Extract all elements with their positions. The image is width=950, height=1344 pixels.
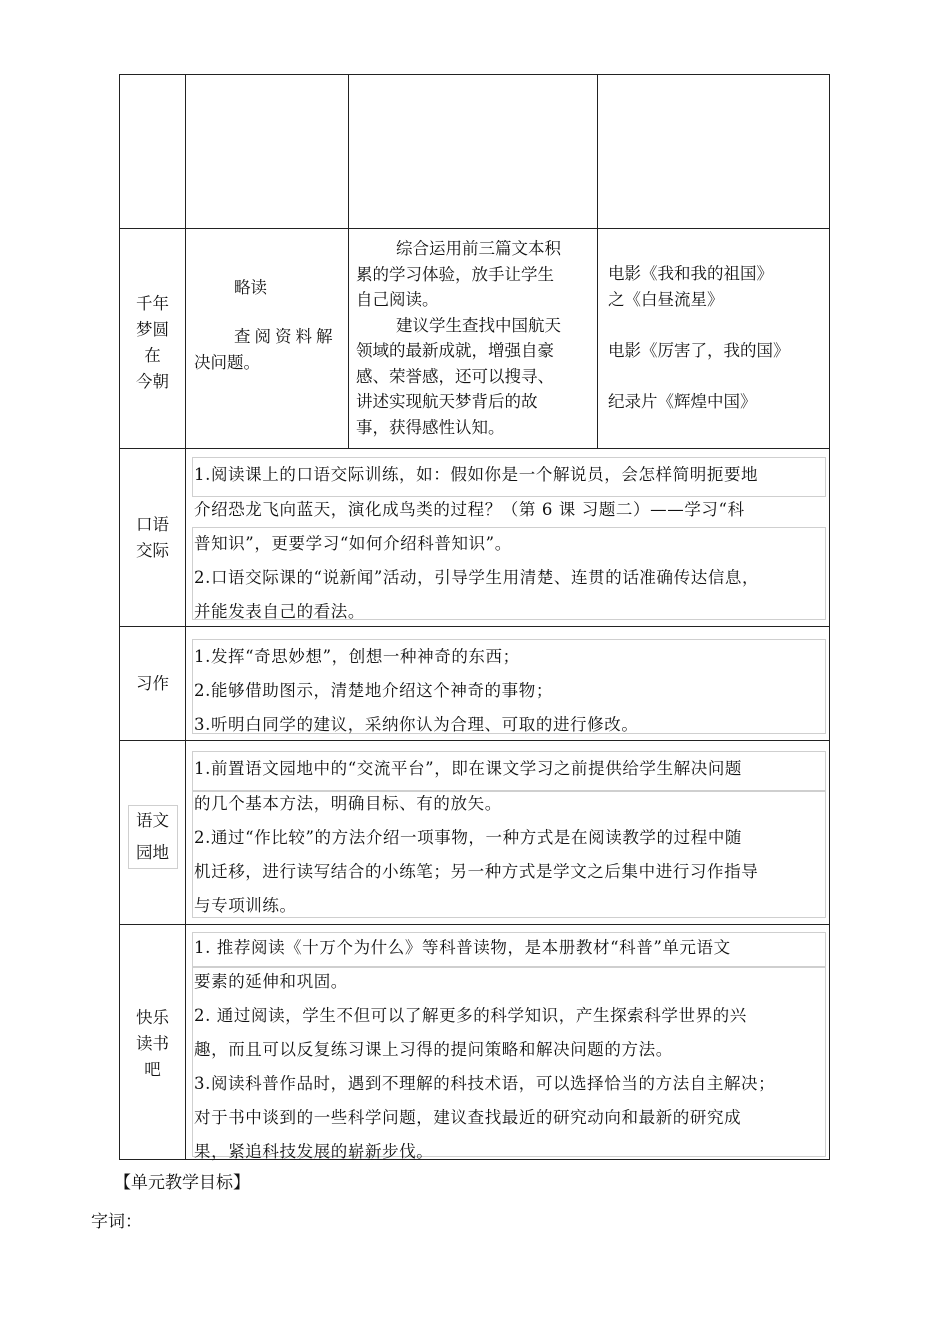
row-divider [120,448,829,449]
method-line: 查阅资料解 [234,327,337,346]
resource-line: 电影《厉害了，我的国》 [608,341,790,360]
guide-line: 领域的最新成就，增强自豪 [356,341,554,360]
dushu-line: 趣，而且可以反复练习课上习得的提问策略和解决问题的方法。 [194,1040,673,1059]
row-divider [120,740,829,741]
guide-line: 事，获得感性认知。 [356,417,505,437]
guide-line: 讲述实现航天梦背后的故 [356,392,538,411]
dushu-line: 3.阅读科普作品时，遇到不理解的科技术语，可以选择恰当的方法自主解决； [194,1074,776,1093]
yuandi-line: 机迁移，进行读写结合的小练笔；另一种方式是学文之后集中进行习作指导 [194,862,759,881]
row-label-yuandi [120,808,185,866]
yuandi-line: 与专项训练。 [194,896,297,915]
dushu-line: 要素的延伸和巩固。 [194,972,348,991]
label-line: 梦圆 [136,320,169,339]
row-divider [120,924,829,925]
label-line: 千年 [136,294,169,313]
column-divider [185,75,186,1159]
yuandi-line: 的几个基本方法，明确目标、有的放矢。 [194,794,502,813]
method-line: 决问题。 [194,353,260,372]
label-line: 语文 [136,811,169,830]
label-line: 吧 [144,1060,161,1079]
kouyu-line: 1.阅读课上的口语交际训练，如：假如你是一个解说员，会怎样简明扼要地 [194,465,759,484]
label-line: 园地 [136,843,169,862]
resource-line: 纪录片《辉煌中国》 [608,392,757,411]
subheading: 字词： [91,1212,142,1232]
dushu-line: 对于书中谈到的一些科学问题，建议查找最近的研究动向和最新的研究成 [194,1108,742,1127]
resource-line: 电影《我和我的祖国》 [608,264,773,283]
row-label-qiannian [120,291,185,395]
resources-cell [608,261,828,415]
xizuo-line: 3.听明白同学的建议，采纳你认为合理、可取的进行修改。 [194,715,639,734]
row-divider [120,626,829,627]
kouyu-line: 2.口语交际课的“说新闻”活动，引导学生用清楚、连贯的话准确传达信息， [194,568,760,587]
kouyu-line: 介绍恐龙飞向蓝天，演化成鸟类的过程？（第 6 课 习题二）——学习“科 [194,500,745,519]
section-heading: 【单元教学目标】 [114,1173,250,1193]
kouyu-line: 普知识”，更要学习“如何介绍科普知识”。 [194,534,512,553]
row-label-dushu [120,1005,185,1083]
guide-line: 综合运用前三篇文本积 [396,239,561,258]
label-line: 在 [144,346,161,365]
resource-line: 之《白昼流星》 [608,290,724,309]
dushu-line: 1. 推荐阅读《十万个为什么》等科普读物，是本册教材“科普”单元语文 [194,938,731,957]
reading-method-cell [194,275,344,376]
xizuo-line: 2.能够借助图示，清楚地介绍这个神奇的事物； [194,681,553,700]
row-divider [120,228,829,229]
dushu-line: 2. 通过阅读，学生不但可以了解更多的科学知识，产生探索科学世界的兴 [194,1006,747,1025]
label-line: 今朝 [136,372,169,391]
kouyu-line: 并能发表自己的看法。 [194,602,365,621]
guide-line: 自己阅读。 [356,290,439,309]
row-label-kouyu [120,512,185,564]
xizuo-line: 1.发挥“奇思妙想”，创想一种神奇的东西； [194,647,520,666]
method-line: 略读 [234,278,267,297]
label-line: 读书 [136,1034,169,1053]
text-frame [192,967,826,1157]
label-line: 快乐 [136,1008,169,1027]
yuandi-line: 1.前置语文园地中的“交流平台”，即在课文学习之前提供给学生解决问题 [194,759,743,778]
curriculum-table [119,74,830,1160]
column-divider [597,75,598,448]
label-line: 口语 [136,515,169,534]
dushu-line: 果，紧追科技发展的崭新步伐。 [194,1142,434,1161]
yuandi-line: 2.通过“作比较”的方法介绍一项事物，一种方式是在阅读教学的过程中随 [194,828,743,847]
column-divider [348,75,349,448]
row-label-xizuo: 习作 [136,674,169,693]
guide-line: 感、荣誉感，还可以搜寻、 [356,366,554,386]
label-line: 交际 [136,541,169,560]
guidance-cell [356,236,596,440]
guide-line: 累的学习体验，放手让学生 [356,264,554,284]
guide-line: 建议学生查找中国航天 [396,315,561,335]
